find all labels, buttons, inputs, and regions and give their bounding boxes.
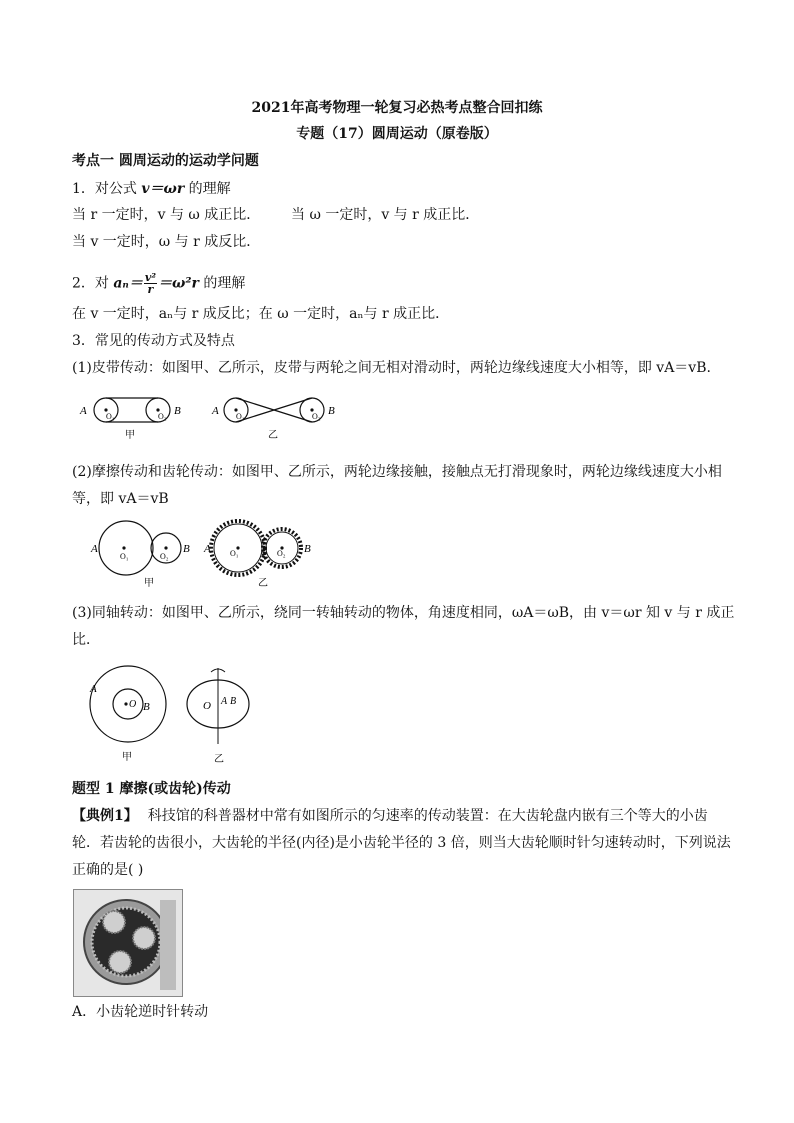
line-2: 当 v 一定时，ω 与 r 成反比． xyxy=(72,234,261,250)
label-jia: 甲 xyxy=(125,430,135,441)
item-1: 1．对公式 v＝ωr 的理解 xyxy=(72,181,231,197)
label-a: A xyxy=(212,405,219,417)
document-subtitle: 专题（17）圆周运动（原卷版） xyxy=(296,126,498,142)
label-o2: O₂ xyxy=(312,412,321,421)
label-b: B xyxy=(328,405,335,417)
label-o: O xyxy=(129,699,137,710)
coaxial-text-2: 比． xyxy=(72,632,100,648)
label-a: A xyxy=(91,543,98,555)
label-a: A xyxy=(221,696,228,707)
example-question-line-1: 【典例1】 科技馆的科普器材中常有如图所示的匀速率的传动装置：在大齿轮盘内嵌有三个等大的小齿 xyxy=(72,808,708,824)
label-yi: 乙 xyxy=(214,754,224,765)
line-1a: 当 r 一定时，v 与 ω 成正比． xyxy=(72,207,261,223)
label-o: O xyxy=(203,700,211,712)
label-b: B xyxy=(174,405,181,417)
label-o2: O₂ xyxy=(277,549,286,558)
label-jia: 甲 xyxy=(122,752,132,763)
label-o1: O₁ xyxy=(236,412,245,421)
belt-drive-figure xyxy=(78,392,348,442)
label-b: B xyxy=(230,696,237,707)
gear-device-illustration xyxy=(74,890,182,996)
coaxial-figure xyxy=(80,664,260,770)
example-question-line-2: 轮．若齿轮的齿很小，大齿轮的半径(内径)是小齿轮半径的 3 倍，则当大齿轮顺时针匀速转动时，下列说法 xyxy=(72,835,731,851)
friction-text-1: (2)摩擦传动和齿轮传动：如图甲、乙所示，两轮边缘接触，接触点无打滑现象时，两轮边缘线速度大小相 xyxy=(72,464,722,480)
label-yi: 乙 xyxy=(268,430,278,441)
label-o2: O₂ xyxy=(160,552,169,561)
label-o1: O₁ xyxy=(120,552,129,561)
label-b: B xyxy=(143,701,150,713)
option-a: A．小齿轮逆时针转动 xyxy=(72,1004,209,1020)
item-3: 3．常见的传动方式及特点 xyxy=(72,333,235,349)
example-tag: 【典例1】 xyxy=(72,808,138,824)
label-o1: O₁ xyxy=(230,549,239,558)
label-o1: O₁ xyxy=(106,412,115,421)
line-1b: 当 ω 一定时，v 与 r 成正比． xyxy=(291,207,480,223)
label-b: B xyxy=(304,543,311,555)
coaxial-text-1: (3)同轴转动：如图甲、乙所示，绕同一转轴转动的物体，角速度相同，ωA＝ωB，由 v＝ωr 知 v 与 r 成正 xyxy=(72,605,735,621)
section-heading: 考点一 圆周运动的运动学问题 xyxy=(72,153,259,169)
label-yi: 乙 xyxy=(258,578,268,589)
document-title: 2021年高考物理一轮复习必热考点整合回扣练 xyxy=(251,100,543,116)
fraction-v2-over-r: $\frac{\text{v²}}{r}$ xyxy=(144,271,157,296)
gear-device-photo xyxy=(73,889,183,997)
example-question-line-3: 正确的是( ) xyxy=(72,862,144,878)
label-o2: O₂ xyxy=(158,412,167,421)
type-heading: 题型 1 摩擦(或齿轮)传动 xyxy=(72,781,231,797)
friction-gear-figure xyxy=(88,518,328,590)
label-a: A xyxy=(204,543,211,555)
formula-v-omega-r: v＝ωr xyxy=(141,181,185,197)
line-3: 在 v 一定时，aₙ与 r 成反比；在 ω 一定时，aₙ与 r 成正比． xyxy=(72,306,450,322)
label-a: A xyxy=(80,405,87,417)
label-a: A xyxy=(90,683,97,695)
friction-text-2: 等，即 vA＝vB xyxy=(72,491,169,507)
label-b: B xyxy=(183,543,190,555)
label-jia: 甲 xyxy=(144,578,154,589)
belt-text: (1)皮带传动：如图甲、乙所示，皮带与两轮之间无相对滑动时，两轮边缘线速度大小相等，即 vA＝vB. xyxy=(72,360,711,376)
item-2: 2．对 aₙ＝ $\frac{\text{v²}}{r}$ ＝ω²r 的理解 xyxy=(72,271,246,296)
